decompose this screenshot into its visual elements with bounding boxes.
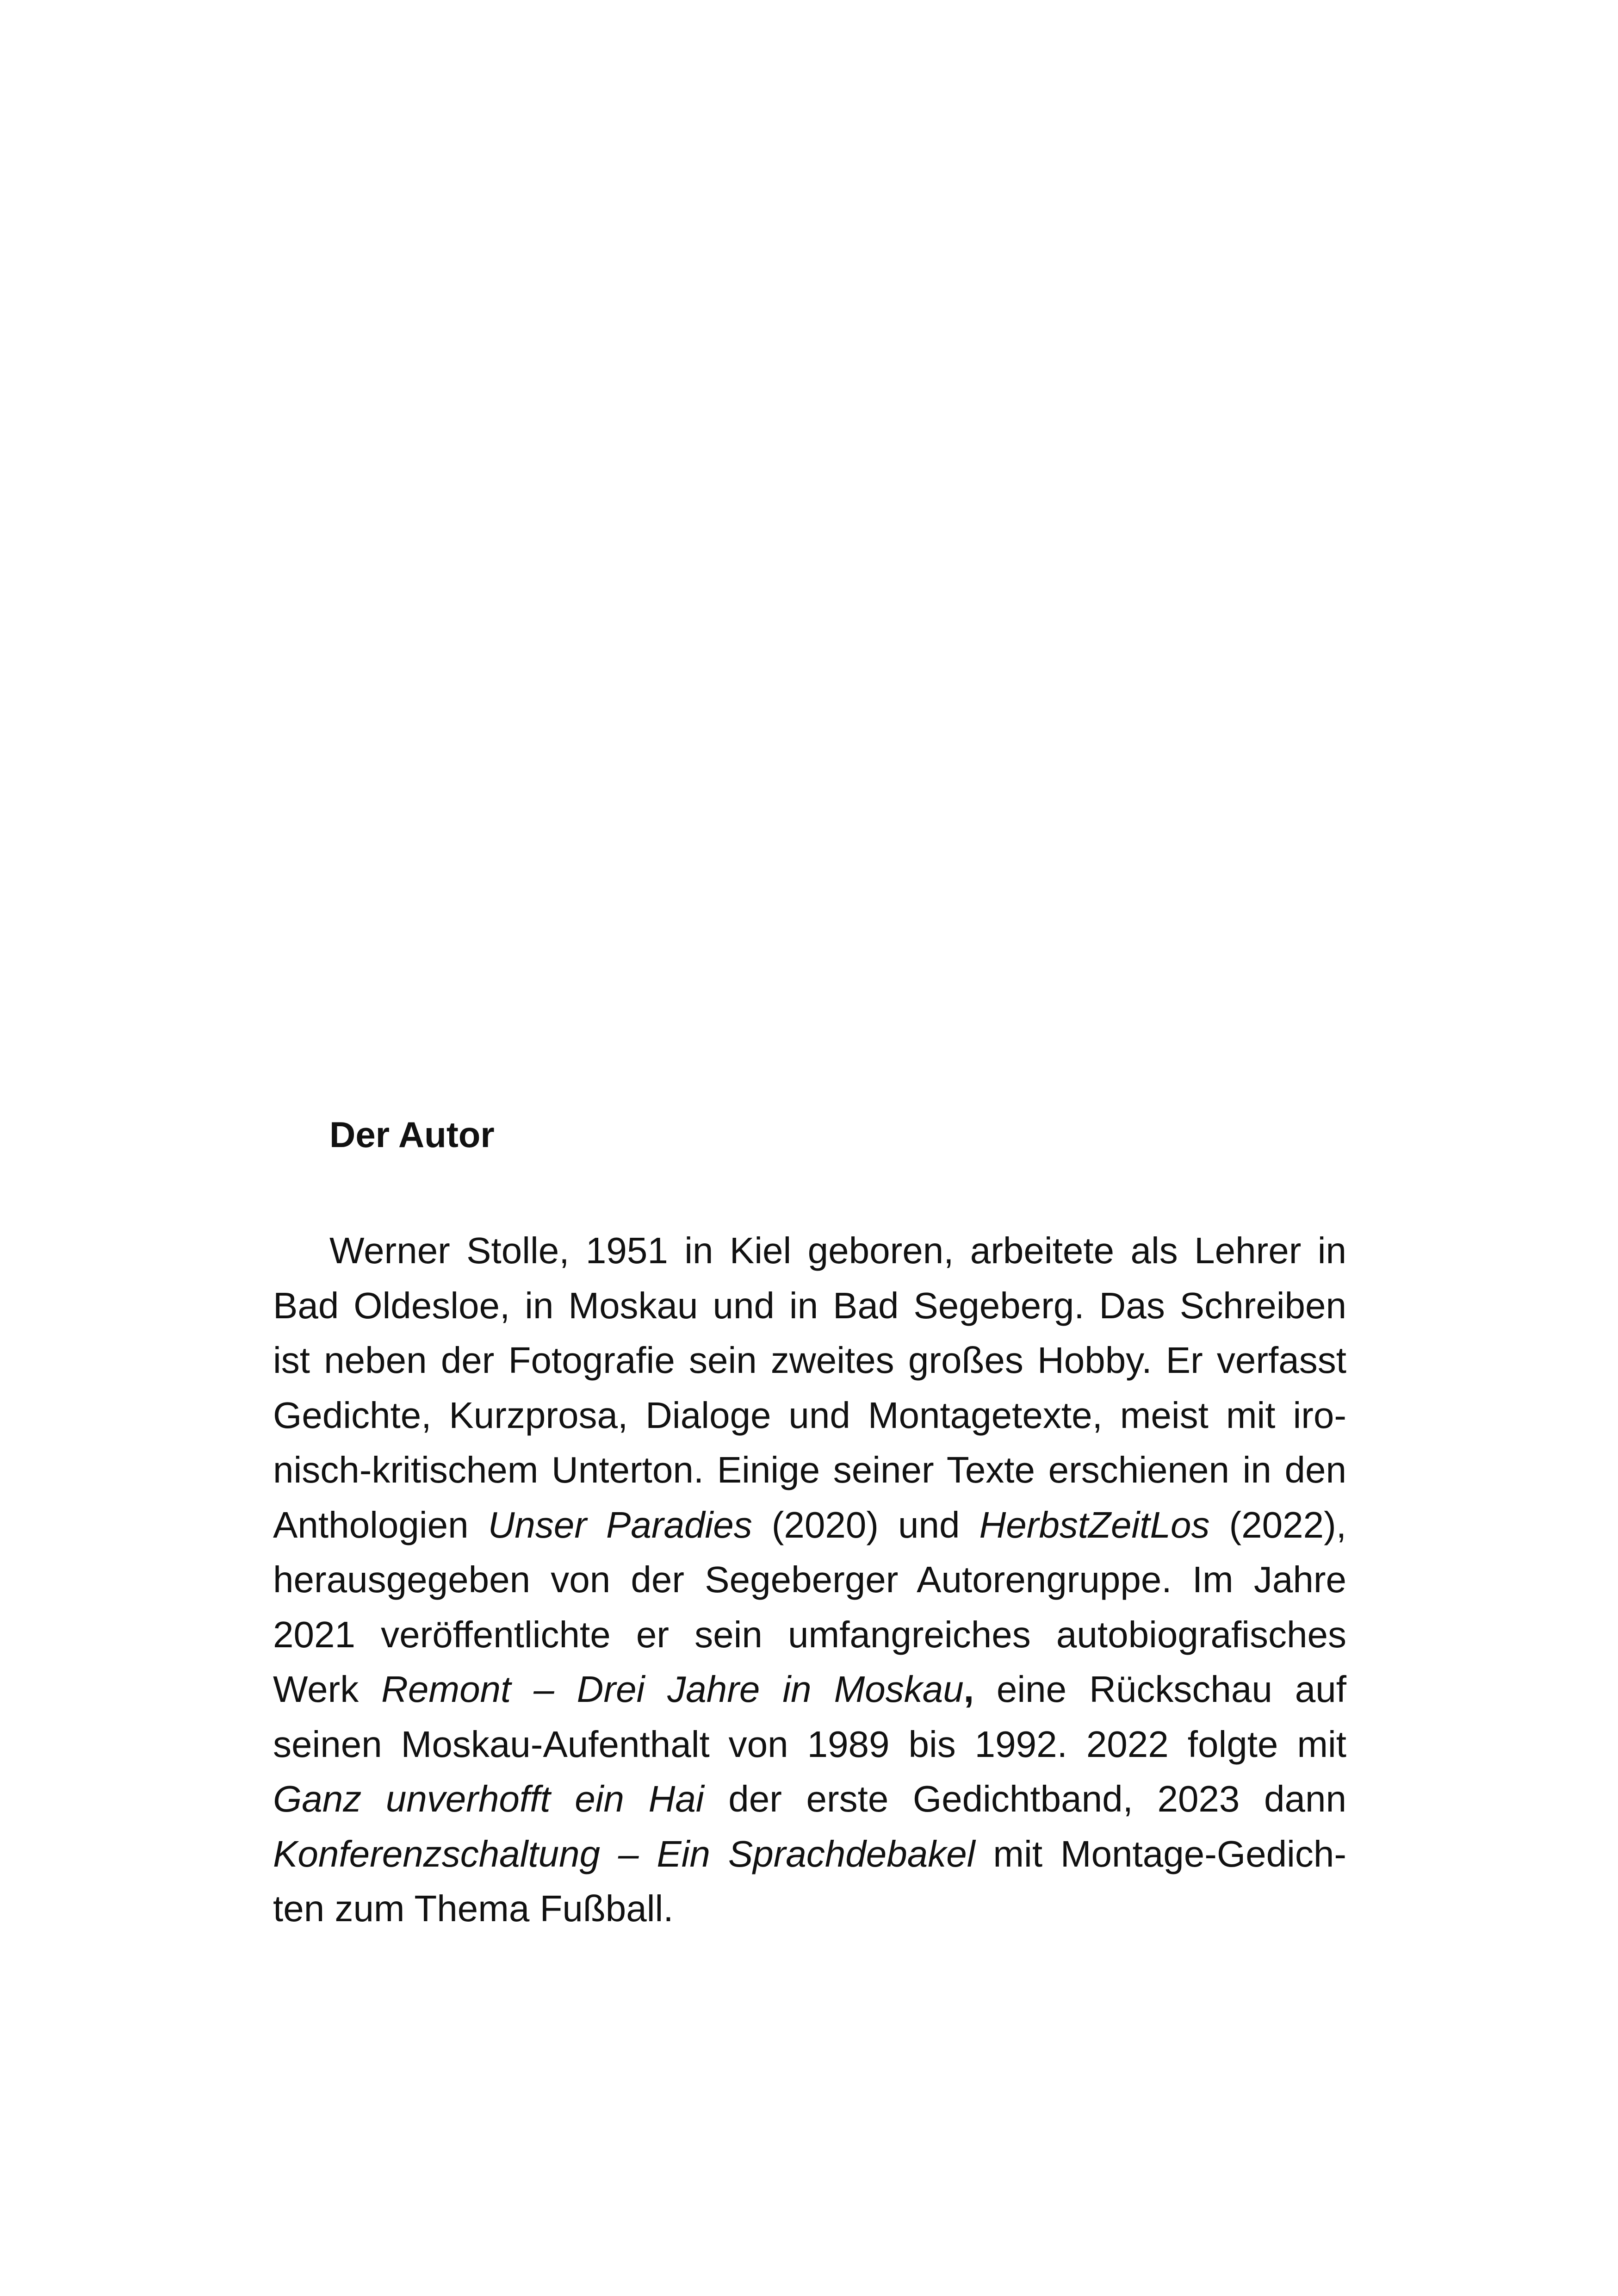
bio-text: Werner Stolle, 1951 in Kiel geboren, arbeitete als Lehrer in Bad Oldesloe, in Moskau und in Bad Segeberg. Das Schreiben ist neben der Fotografie sein zweites großes Hobby. Er verfasst Gedichte, Kurzprosa, Dialoge und Montagetexte, meist mit ironisch-kritischem Unterton. Einige seiner Texte erschienen in den Anthologien	[273, 1230, 1346, 1545]
book-title-herbstzeitlos: HerbstZeitLos	[979, 1504, 1210, 1545]
section-heading: Der Autor	[329, 1114, 495, 1155]
bio-comma: ,	[963, 1669, 974, 1710]
book-title-remont: Remont – Drei Jahre in Moskau	[381, 1669, 964, 1710]
bio-text: eine Rückschau auf seinen Moskau-Aufenthalt von 1989 bis 1992. 2022 folgte mit	[273, 1669, 1347, 1765]
book-title-konferenzschaltung: Konferenzschaltung – Ein Sprachdebakel	[273, 1833, 975, 1874]
author-biography	[273, 1223, 1346, 1936]
bio-text: (2022), herausgegeben von der Segeberger Autorengruppe. Im Jahre 2021 veröffentlichte er sein umfangreiches autobiografisches Werk	[273, 1504, 1346, 1710]
bio-text: (2020) und	[752, 1504, 979, 1545]
bio-text: der erste Gedichtband, 2023 dann	[704, 1778, 1346, 1819]
book-title-unser-paradies: Unser Paradies	[488, 1504, 752, 1545]
bio-text: mit Montage-Gedichten zum Thema Fußball.	[273, 1833, 1347, 1929]
book-title-ganz-unverhofft-ein-hai: Ganz unverhofft ein Hai	[273, 1778, 704, 1819]
